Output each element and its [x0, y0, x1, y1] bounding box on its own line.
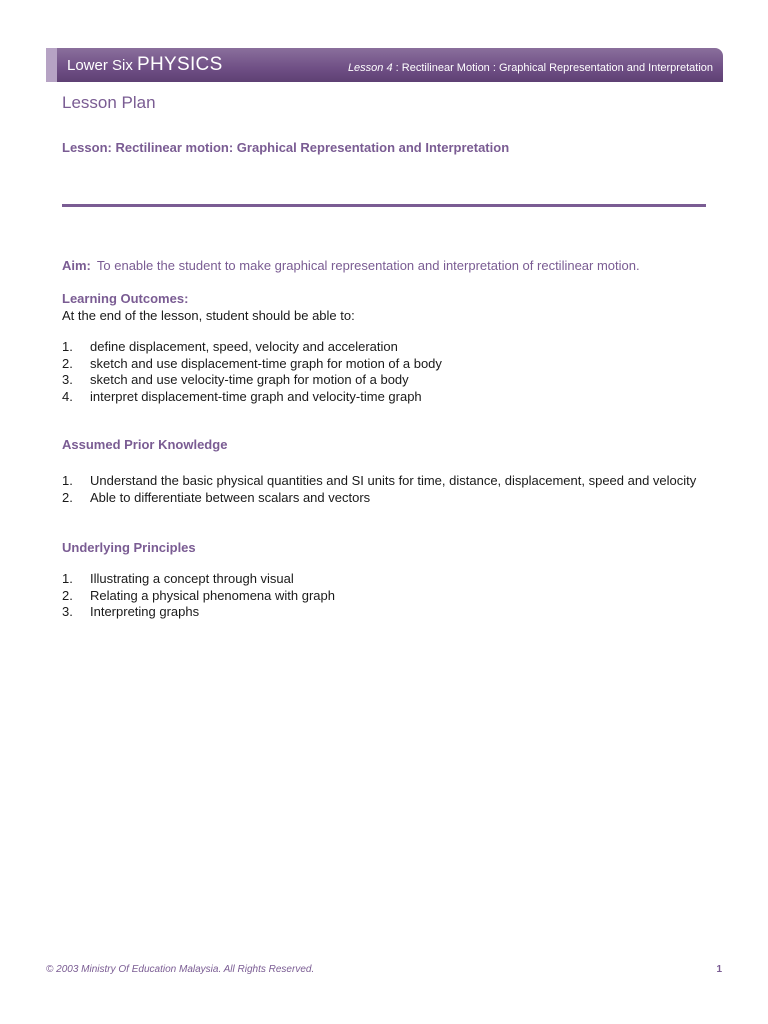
page-title: Lesson Plan — [62, 93, 156, 112]
list-item-text: define displacement, speed, velocity and acceleration — [90, 339, 398, 354]
list-item-number: 4. — [62, 388, 73, 404]
list-item-number: 1. — [62, 339, 73, 354]
list-item-number: 2. — [62, 587, 73, 603]
list-item-number: 1. — [62, 473, 73, 488]
header-accent-stripe — [46, 48, 57, 82]
course-prefix: Lower Six — [67, 57, 138, 74]
prior-knowledge-list — [62, 473, 702, 506]
underlying-principles-heading: Underlying Principles — [62, 540, 196, 555]
underlying-principles-list — [62, 571, 702, 621]
list-item-number: 1. — [62, 571, 73, 586]
list-item — [62, 356, 702, 373]
course-subject: PHYSICS — [137, 54, 223, 75]
list-item-text: Relating a physical phenomena with graph — [90, 587, 335, 603]
aim-text: To enable the student to make graphical representation and interpretation of rectilinear motion. — [96, 258, 640, 273]
footer-copyright: © 2003 Ministry Of Education Malaysia. All Rights Reserved. — [46, 964, 315, 975]
list-item-text: sketch and use displacement-time graph for motion of a body — [90, 355, 442, 371]
list-item-text: Interpreting graphs — [90, 604, 200, 619]
list-item — [62, 473, 702, 490]
page-number: 1 — [716, 964, 722, 975]
learning-outcomes-list — [62, 339, 702, 405]
list-item-text: sketch and use velocity-time graph for motion of a body — [90, 372, 409, 387]
learning-outcomes-intro: At the end of the lesson, student should be able to: — [62, 308, 355, 323]
list-item — [62, 571, 702, 588]
aim-label: Aim: — [62, 258, 91, 273]
divider-rule — [62, 204, 706, 207]
list-item-text: Able to differentiate between scalars and vectors — [90, 489, 371, 505]
prior-knowledge-heading: Assumed Prior Knowledge — [62, 437, 228, 452]
list-item — [62, 588, 702, 605]
list-item — [62, 339, 702, 356]
list-item-number: 3. — [62, 372, 73, 387]
list-item — [62, 372, 702, 389]
lesson-separator: : — [392, 62, 402, 74]
list-item — [62, 604, 702, 621]
list-item — [62, 490, 702, 507]
lesson-number: Lesson 4 — [347, 62, 393, 74]
header-lesson-title — [348, 60, 713, 76]
list-item-number: 2. — [62, 489, 73, 505]
list-item-text: Understand the basic physical quantities and SI units for time, distance, displacement, speed and velocity — [90, 473, 697, 488]
list-item-text: interpret displacement-time graph and velocity-time graph — [90, 388, 422, 404]
list-item-number: 2. — [62, 355, 73, 371]
aim-statement — [62, 257, 640, 275]
learning-outcomes-heading: Learning Outcomes: — [62, 291, 189, 306]
course-title — [67, 54, 223, 77]
list-item-text: Illustrating a concept through visual — [90, 571, 294, 586]
lesson-heading: Lesson: Rectilinear motion: Graphical Representation and Interpretation — [62, 140, 510, 155]
list-item-number: 3. — [62, 604, 73, 619]
lesson-title: Rectilinear Motion : Graphical Representation and Interpretation — [401, 62, 713, 74]
list-item — [62, 389, 702, 406]
